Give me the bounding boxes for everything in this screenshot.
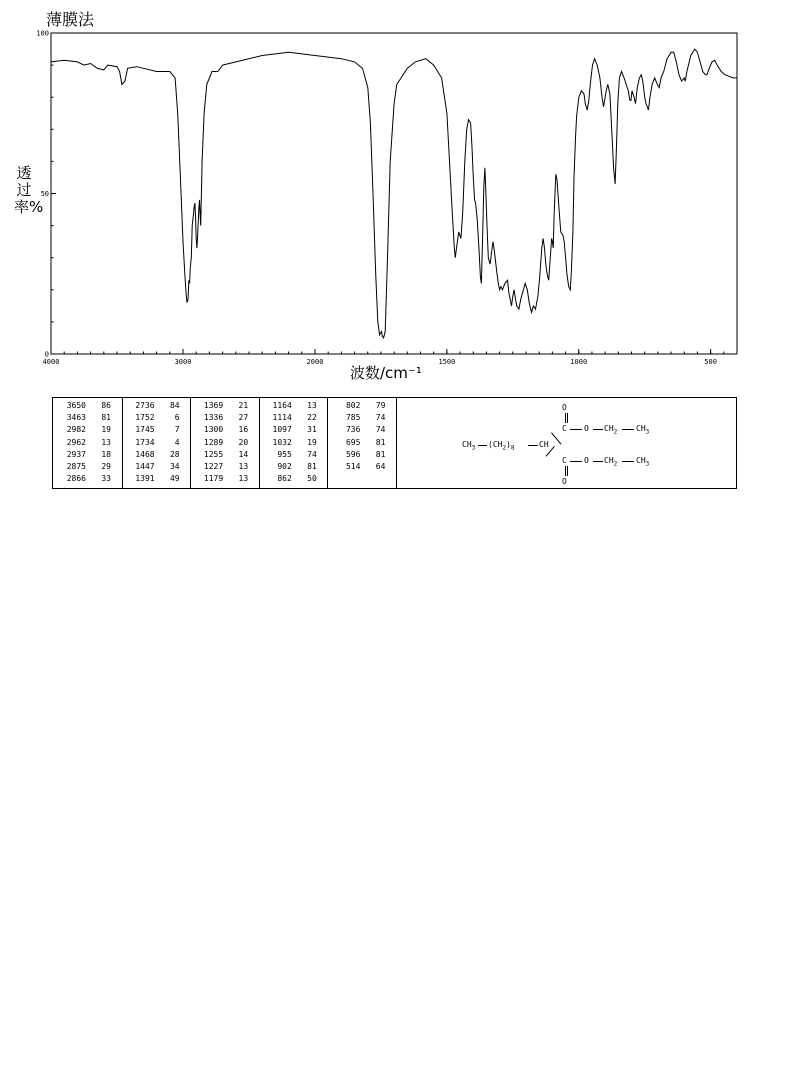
structure-chain: $(CH_2)_8$ [488,440,515,452]
molecular-structure [396,398,737,488]
peak-transmittance: 74 [307,449,317,459]
structure-ch3-top: $CH_3$ [636,424,650,436]
peak-wavenumber: 1336 [203,413,224,423]
peak-wavenumber: 514 [345,462,361,471]
peak-transmittance: 21 [238,401,249,410]
peak-transmittance: 31 [307,425,317,435]
structure-o-top: O [562,403,567,412]
y-axis-label: 透过率% [14,164,44,216]
structure-c-bottom: C [562,456,567,465]
peak-transmittance: 13 [307,401,317,410]
peak-wavenumber: 1447 [135,462,155,471]
structure-c-top: C [562,424,567,433]
peak-transmittance: 18 [101,449,111,459]
peak-wavenumber: 1255 [203,449,224,459]
peak-table [52,397,737,489]
peak-transmittance: 20 [238,437,249,447]
peak-transmittance: 81 [375,437,386,447]
peak-wavenumber: 2962 [66,437,86,447]
peak-transmittance: 81 [375,449,386,459]
peak-transmittance: 81 [307,462,317,471]
peak-wavenumber: 2875 [66,462,86,471]
structure-ch2-top: $CH_2$ [604,424,618,436]
peak-transmittance: 13 [101,437,111,447]
peak-transmittance: 86 [101,401,111,410]
peak-wavenumber: 695 [345,437,361,447]
peak-wavenumber: 955 [277,449,292,459]
peak-wavenumber: 2937 [66,449,86,459]
peak-wavenumber: 802 [345,401,361,410]
x-tick-label: 4000 [42,358,60,366]
peak-transmittance: 13 [238,462,249,471]
structure-ch3-bottom: $CH_3$ [636,456,650,468]
x-tick-label: 500 [704,358,717,366]
y-tick-label: 100 [36,29,49,38]
peak-wavenumber: 862 [277,474,292,484]
spectrum-line [51,49,737,338]
x-tick-label: 2000 [306,358,324,366]
peak-wavenumber: 3650 [66,401,86,410]
peak-transmittance: 84 [169,401,180,410]
structure-o-ester-bottom: O [584,456,589,465]
peak-wavenumber: 1114 [272,413,292,423]
peak-transmittance: 19 [101,425,111,435]
peak-transmittance: 16 [238,425,249,435]
peak-column [259,398,329,488]
structure-o-ester-top: O [584,424,589,433]
y-tick-label: 50 [40,190,49,198]
peak-wavenumber: 596 [345,449,361,459]
peak-transmittance: 14 [238,449,249,459]
peak-wavenumber: 1097 [272,425,292,435]
peak-transmittance: 7 [174,425,180,435]
peak-transmittance: 74 [375,425,386,435]
peak-transmittance: 13 [238,474,249,484]
peak-transmittance: 34 [169,462,180,471]
peak-wavenumber: 2736 [135,401,155,410]
peak-transmittance: 19 [307,437,317,447]
chart-title: 薄膜法 [46,10,95,29]
peak-transmittance: 28 [169,449,180,459]
peak-wavenumber: 1745 [135,425,155,435]
peak-transmittance: 22 [307,413,317,423]
peak-transmittance: 33 [101,474,111,484]
peak-wavenumber: 1734 [135,437,155,447]
peak-transmittance: 49 [169,474,180,484]
plot-frame [51,33,737,354]
peak-transmittance: 81 [101,413,111,423]
structure-left-ch3: $CH_3$ [462,440,476,452]
x-tick-label: 3000 [174,358,192,366]
peak-wavenumber: 1179 [203,474,224,484]
y-axis [36,30,56,359]
peak-wavenumber: 1391 [135,474,155,484]
peak-transmittance: 6 [174,413,180,423]
x-tick-label: 1000 [570,358,588,366]
peak-wavenumber: 902 [277,462,292,471]
peak-column [53,398,123,488]
peak-transmittance: 29 [101,462,111,471]
peak-wavenumber: 785 [345,413,361,423]
peak-wavenumber: 2982 [66,425,86,435]
peak-wavenumber: 2866 [66,474,86,484]
peak-wavenumber: 1164 [272,401,292,410]
peak-transmittance: 50 [307,474,317,484]
peak-wavenumber: 736 [345,425,361,435]
structure-ch2-bottom: $CH_2$ [604,456,618,468]
peak-transmittance: 4 [174,437,180,447]
ir-spectrum-chart [0,0,794,390]
structure-o-bottom: O [562,477,567,486]
peak-transmittance: 79 [375,401,386,410]
peak-wavenumber: 1032 [272,437,292,447]
y-tick-label: 0 [44,350,49,359]
peak-column [327,398,397,488]
x-axis-label: 波数/cm⁻¹ [350,364,422,382]
peak-transmittance: 64 [375,462,386,471]
peak-transmittance: 74 [375,413,386,423]
peak-wavenumber: 1752 [135,413,155,423]
peak-column [122,398,192,488]
peak-wavenumber: 1300 [203,425,224,435]
x-tick-label: 1500 [438,358,456,366]
peak-wavenumber: 1468 [135,449,155,459]
peak-wavenumber: 1289 [203,437,224,447]
peak-wavenumber: 3463 [66,413,86,423]
structure-ch-center: CH [539,440,549,449]
peak-column [190,398,260,488]
peak-transmittance: 27 [238,413,249,423]
peak-wavenumber: 1369 [203,401,224,410]
peak-wavenumber: 1227 [203,462,224,471]
